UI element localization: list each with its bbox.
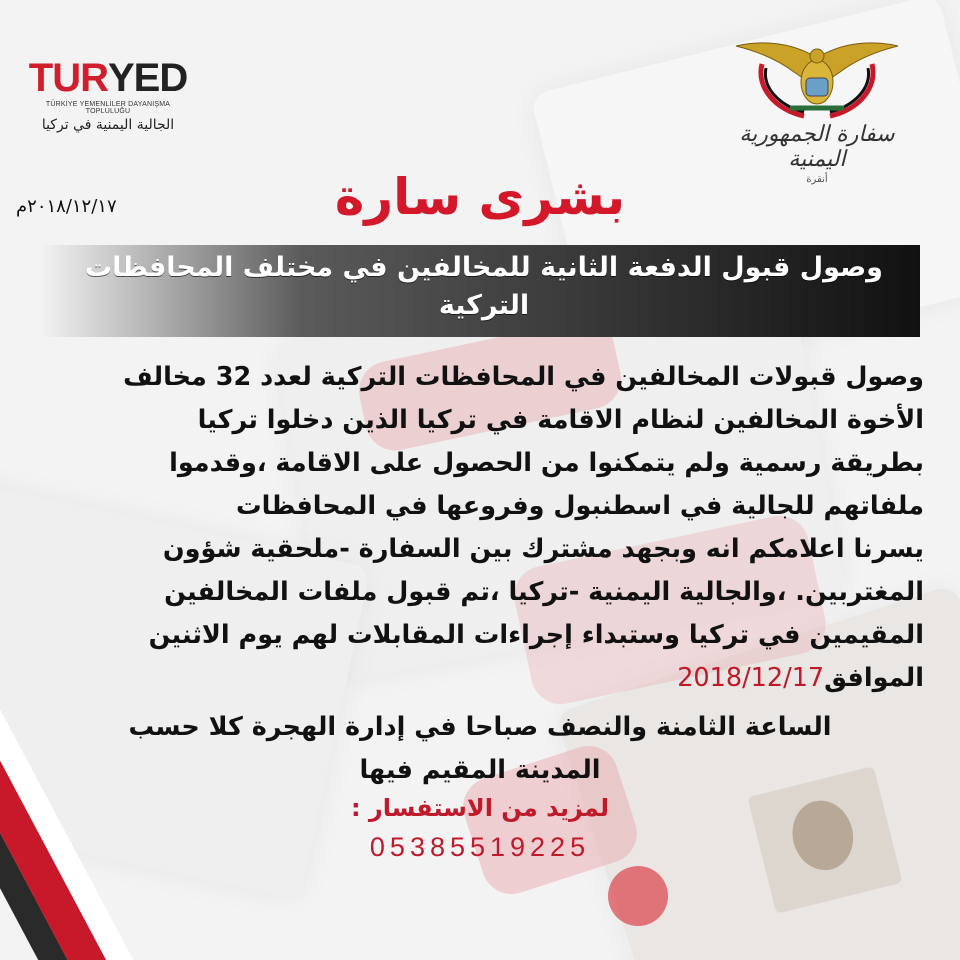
headline: بشرى سارة	[334, 168, 626, 226]
logo-wordmark	[28, 58, 188, 98]
body-line: المقيمين في تركيا وستبداء إجراءات المقابلات لهم يوم الاثنين	[148, 620, 924, 650]
publish-date: ٢٠١٨/١٢/١٧م	[16, 196, 117, 217]
eagle-emblem-icon	[732, 38, 902, 120]
logo-brand-part2: YED	[107, 56, 188, 100]
announcement-footer	[36, 706, 924, 792]
title-banner	[40, 245, 920, 337]
date-line	[36, 657, 924, 700]
body-line: يسرنا اعلامكم انه وبجهد مشترك بين السفارة -ملحقية شؤون	[162, 534, 924, 564]
logo-subtitle-tr: TÜRKİYE YEMENLİLER DAYANIŞMA TOPLULUĞU	[45, 101, 171, 115]
interview-date: 2018/12/17	[677, 663, 825, 693]
logo-brand-part1: TUR	[28, 56, 108, 100]
body-line: الساعة الثامنة والنصف صباحا في إدارة الهجرة كلا حسب	[128, 712, 832, 742]
date-line-prefix: الموافق	[824, 663, 924, 693]
body-line: المغتربين. ،والجالية اليمنية -تركيا ،تم قبول ملفات المخالفين	[164, 577, 924, 607]
announcement-body	[36, 356, 924, 700]
embassy-subtitle: أنقرة	[806, 174, 828, 185]
body-line: ملفاتهم للجالية في اسطنبول وفروعها في المحافظات	[236, 491, 924, 521]
body-line: الأخوة المخالفين لنظام الاقامة في تركيا الذين دخلوا تركيا	[197, 405, 924, 435]
banner-title: وصول قبول الدفعة الثانية للمخالفين في مختلف المحافظات التركية	[85, 252, 883, 321]
body-line: بطريقة رسمية ولم يتمكنوا من الحصول على الاقامة ،وقدموا	[169, 448, 924, 478]
embassy-emblem	[732, 38, 902, 185]
inquiry-label: لمزيد من الاستفسار :	[350, 794, 610, 822]
body-line: المدينة المقيم فيها	[359, 755, 601, 785]
body-line: وصول قبولات المخالفين في المحافظات التركية لعدد 32 مخالف	[123, 362, 924, 392]
embassy-title: سفارة الجمهورية اليمنية	[739, 122, 895, 172]
logo-subtitle-ar: الجالية اليمنية في تركيا	[41, 117, 175, 133]
turkish-flag-shape	[608, 866, 668, 926]
turyed-logo	[28, 58, 188, 133]
phone-number: 05385519225	[369, 832, 591, 862]
